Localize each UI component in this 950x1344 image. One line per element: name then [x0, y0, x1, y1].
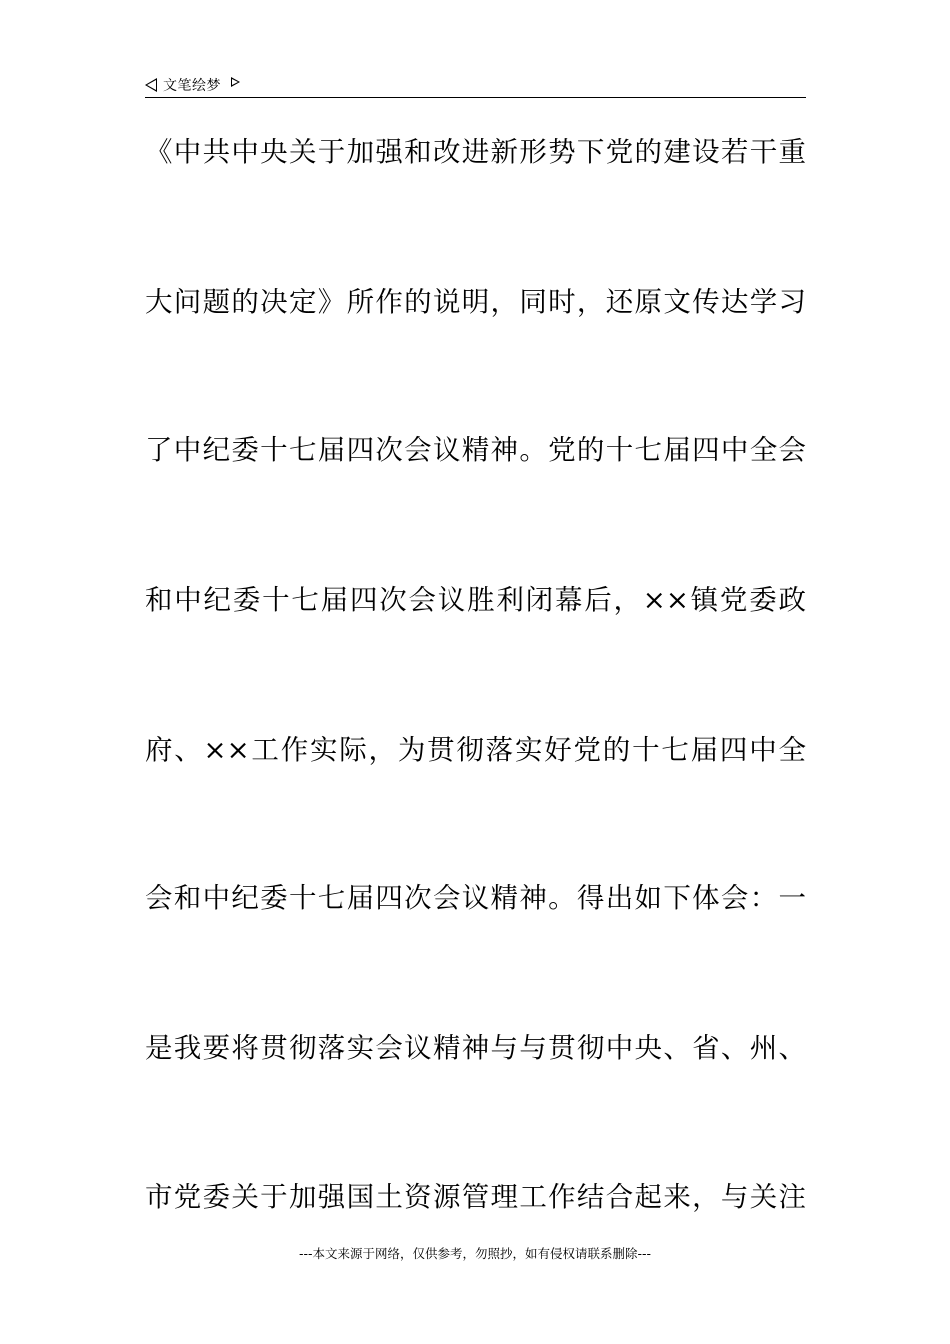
- triangle-right-icon: [231, 77, 240, 87]
- body-line: 府、××工作实际，为贯彻落实好党的十七届四中全: [145, 734, 806, 766]
- body-line: 了中纪委十七届四次会议精神。党的十七届四中全会: [145, 434, 806, 466]
- page-header: [145, 74, 806, 96]
- body-line: 是我要将贯彻落实会议精神与与贯彻中央、省、州、: [145, 1032, 806, 1064]
- body-line: 会和中纪委十七届四次会议精神。得出如下体会：一: [145, 882, 806, 914]
- body-line: 市党委关于加强国土资源管理工作结合起来，与关注: [145, 1181, 806, 1213]
- header-title: 文笔绘梦: [163, 78, 221, 94]
- body-line: 大问题的决定》所作的说明，同时，还原文传达学习: [145, 286, 806, 318]
- body-line: 和中纪委十七届四次会议胜利闭幕后，××镇党委政: [145, 584, 806, 616]
- triangle-left-icon: [145, 78, 157, 92]
- body-line: 《中共中央关于加强和改进新形势下党的建设若干重: [145, 136, 806, 168]
- footer-notice: ---本文来源于网络，仅供参考，勿照抄，如有侵权请联系删除---: [298, 1246, 652, 1261]
- header-divider: [145, 97, 806, 98]
